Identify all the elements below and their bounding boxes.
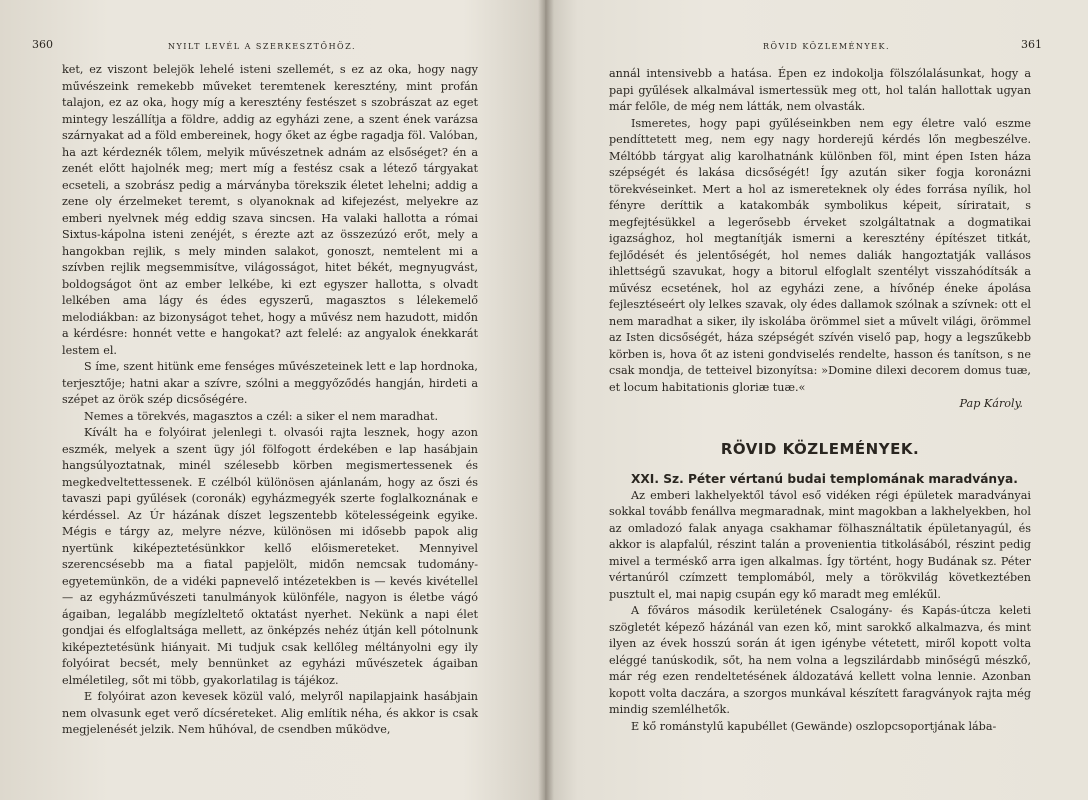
paragraph: A főváros második kerületének Csalogány- és Kapás-útcza keleti szögletét képező házánál van ezen kő, mint sarokkő alkalmazva, és mint ilyen az évek hosszú során át igen igénybe vétetett, miről kopott volta eléggé tanúskodik, sőt, ha nem volna a legszilárdabb minőségű mészkő, már rég ezen rendeltetésének áldozatává kellett volna lennie. Azonban kopott volta daczára, a szorgos munkával készített faragványok rajta még mindig szemlélhetők. [609, 604, 1031, 716]
paragraph: Kívált ha e folyóirat jelenlegi t. olvasói rajta lesznek, hogy azon eszmék, melyek a szent ügy jól fölfogott érdekében e lap hasábjain hangsúlyoztatnak, minél szélesebb körben megismertessenek és megkedveltettessenek. E czélból különösen ajánlanám, hogy az őszi és tavaszi papi gyűlések (coronák) egyházmegyék szerte foglalkoznának e kérdéssel. Az Úr házának díszet legszentebb kötelességeink egyike. Mégis e tárgy az, melyre nézve, különösen mi idősebb papok alig nyertünk kiképeztetésünkkor kellő előismereteket. Mennyivel szerencsésebb ma a fiatal papjelölt, midőn nemcsak tudomány-egyetemünkön, de a vidéki papnevelő intézetekben is — kevés kivétellel — az egyházművészeti tanulmányok különféle, nagyon is életbe vágó ágaiban, legalább megízleltető oktatást nyerhet. Nekünk a napi élet gondjai és elfoglaltsága mellett, az önképzés nehéz útján kell pótolnunk kiképeztetésünk hiányait. Mi tudjuk csak kellőleg méltányolni egy ily folyóirat becsét, mely bennünket az egyházi művészetek ágaiban elméletileg, sőt mi több, gyakorlatilag is tájékoz. [62, 426, 478, 687]
paragraph: S íme, szent hitünk eme fenséges művészeteinek lett e lap hordnoka, terjesztője; hatni akar a szívre, szólni a meggyőződés hangján, hirdeti a szépet az örök szép dicsőségére. [62, 360, 478, 406]
signature: Pap Károly. [959, 397, 1023, 410]
left-page-body [62, 62, 478, 739]
paragraph: E folyóirat azon kevesek közül való, melyről napilapjaink hasábjain nem olvasunk eget verő dícséreteket. Alig említik néha, és akkor is csak megjelenését jelzik. Nem hűhóval, de csendben működve, [62, 690, 478, 736]
right-page [545, 0, 1088, 800]
book-gutter [538, 0, 554, 800]
paragraph: Az emberi lakhelyektől távol eső vidéken régi épületek maradványai sokkal tovább fenállva megmaradnak, mint magokban a lakhelyekben, hol az omladozó falak anyaga csakhamar fölhasználtatik épületanyagúl, és akkor is alapfalúl, részint talán a provenientia titkolásából, részint pedig mivel a terméskő arra igen alkalmas. Így történt, hogy Budának sz. Péter vértanúról czímzett templomából, mely a törökvilág következtében pusztult el, mai napig csupán egy kő maradt meg emlékűl. [609, 488, 1031, 601]
paragraph: Ismeretes, hogy papi gyűléseinkben nem egy életre való eszme pendíttetett meg, nem egy nagy horderejű kérdés lőn megbeszélve. Méltóbb tárgyat alig karolhatnánk különben föl, mint épen Isten háza szépségét és lakása dicsőségét! Így azután siker fogja koronázni törekvéseinket. Mert a hol az ismereteknek oly édes forrása nyílik, hol fényre deríttik a katakombák symbolikus képeit, síriratait, s megfejtésükkel a legerősebb érveket szolgáltatnak a dogmatikai igazsághoz, hol megtanítják ismerni a keresztény építészet titkát, fejlődését és jelentőségét, hol nemes daliák hangoztatják vallásos ihlettségű szavukat, hogy a bitorul elfoglalt szentélyt visszahódítsák a művész ecsetének, hol az egyházi zene, a hívőnép éneke ápolása fejlesztéseért oly lelkes szavak, oly édes dallamok szólnak a szívnek: ott el nem maradhat a siker, ily iskolába örömmel siet a művelt világi, örömmel az Isten dicsőségét, háza szépségét szívén viselő pap, hogy a legszűkebb körben is, hova őt az isteni gondviselés rendelte, hasson és tanítson, s ne csak mondja, de tetteivel bizonyítsa: »Domine dilexi decorem domus tuæ, et locum habitationis gloriæ tuæ.« [609, 116, 1031, 394]
article-title: XXI. Sz. Péter vértanú budai templomának maradványa. [631, 472, 1018, 486]
paragraph: E kő románstylű kapubéllet (Gewände) oszlopcsoportjának lába- [631, 719, 997, 733]
paragraph: annál intensivebb a hatása. Épen ez indokolja fölszólalásunkat, hogy a papi gyűlések alkalmával ismertessük meg ott, hol talán hallottak ugyan már felőle, de még nem látták, nem olvasták. [609, 67, 1031, 113]
page-number: 361 [1021, 38, 1042, 51]
running-head: RÖVID KÖZLEMÉNYEK. [763, 42, 891, 51]
section-title: RÖVID KÖZLEMÉNYEK. [720, 439, 920, 458]
running-head: NYILT LEVÉL A SZERKESZTŐHÖZ. [168, 42, 357, 51]
page-number: 360 [32, 38, 53, 51]
paragraph: ket, ez viszont belejök lehelé isteni szellemét, s ez az oka, hogy nagy művészeink remekebb műveket teremtenek keresztény, mint profán talajon, ez az oka, hogy míg a keresztény festészet s szobrászat az eget mintegy leszállítja a földre, addig az egyházi zene, a szent ének varázsa szárnyakat ad a föld embereinek, hogy őket az égbe ragadja föl. Valóban, ha azt kérdeznék tőlem, melyik művészetnek adnám az elsőséget? én a zenét előtt hajolnék meg; mert míg a festész csak a létező tárgyakat ecseteli, a szobrász pedig a márványba törekszik életet lehelni; addig a zene oly érzelmeket teremt, s olyanoknak ad kifejezést, melyekre az emberi nyelvnek még eddig szava sincsen. Ha valaki hallotta a római Sixtus-kápolna isteni zenéjét, s érezte azt az összezúzó erőt, mely a hangokban rejlik, s mely minden salakot, gonoszt, nemtelent mi a szívben rejlik megsemmisítve, világosságot, hitet békét, megnyugvást, boldogságot önt az ember lelkébe, ki ezt egyszer hallotta, s olvadt lelkében ama lágy és édes egyszerű, magasztos s lélekemelő melodiákban: az bizonyságot tehet, hogy a művész nem hazudott, midőn a kérdésre: honnét vette e hangokat? azt felelé: az angyalok énekkarát lestem el. [62, 63, 478, 357]
right-page-body [609, 66, 1031, 735]
paragraph: Nemes a törekvés, magasztos a czél: a siker el nem maradhat. [84, 409, 439, 423]
